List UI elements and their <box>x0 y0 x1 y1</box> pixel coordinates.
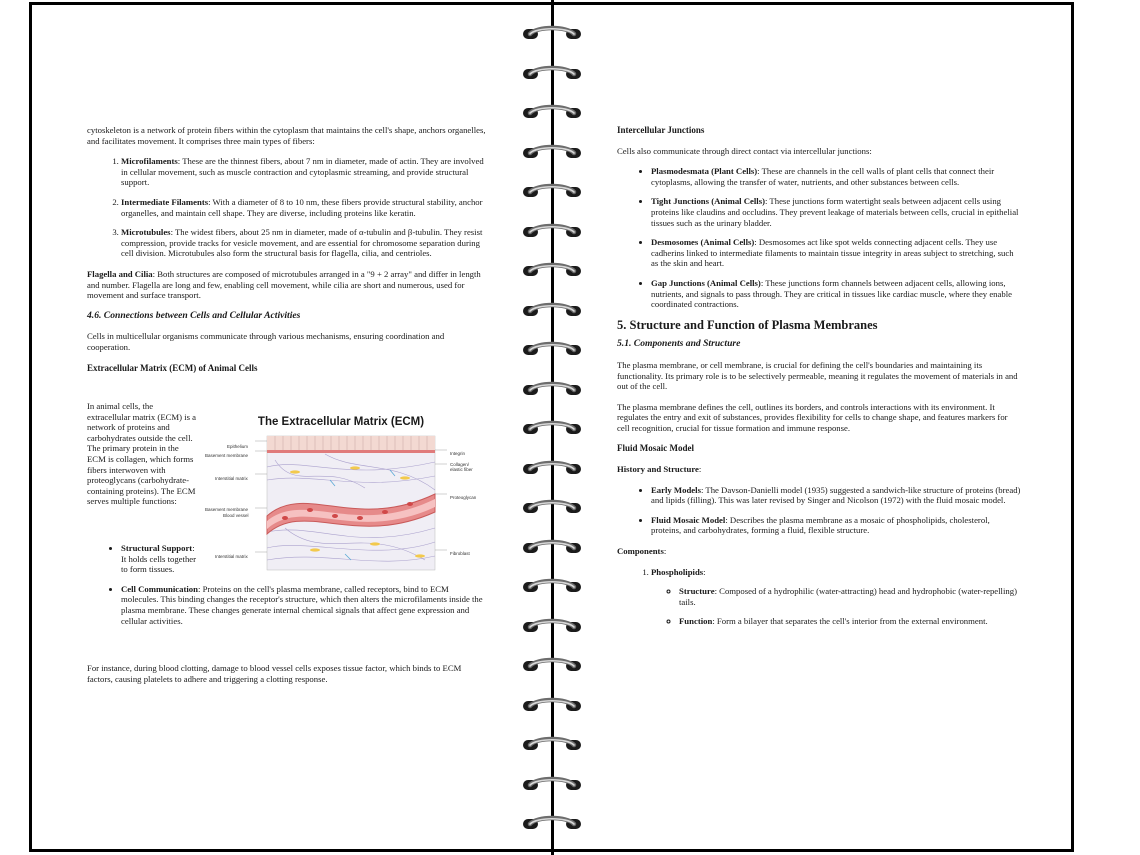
spiral-ring <box>522 103 582 123</box>
figure-label: Basement membrane <box>205 453 249 459</box>
spiral-ring <box>522 380 582 400</box>
figure-label: Fibroblast <box>450 551 470 557</box>
list-item-text: : Composed of a hydrophilic (water-attracting) head and hydrophobic (water-repelling) tails. <box>679 586 1017 607</box>
junction-list <box>617 166 1022 310</box>
list-item-term: Intermediate Filaments <box>121 196 209 207</box>
list-item-term: Structure <box>679 586 715 597</box>
list-item-colon: : <box>703 566 706 577</box>
model-list <box>617 485 1022 536</box>
flagella-text: : Both structures are composed of microtubules arranged in a "9 + 2 array" and differ in length and number. Flagella are long and few, enabling cell movement, while cilia are short and numerous, used for movement and surface transport. <box>87 268 481 301</box>
list-item <box>651 196 1022 228</box>
list-item-text: : These junctions form watertight seals between adjacent cells using proteins like claudins and occludins. They prevent leakage of materials between cells, crucial in epithelial tissues such as the urinary bladder. <box>651 196 1019 228</box>
list-item <box>679 616 1022 627</box>
list-item <box>121 197 487 218</box>
chapter-heading: 5. Structure and Function of Plasma Membranes <box>617 317 878 332</box>
fiber-list <box>87 156 487 259</box>
junctions-heading: Intercellular Junctions <box>617 125 705 135</box>
list-item-term: Structural Support <box>121 543 193 554</box>
spiral-ring <box>522 538 582 558</box>
list-item <box>651 278 1022 310</box>
fluid-mosaic-heading: Fluid Mosaic Model <box>617 443 694 454</box>
closing-paragraph: For instance, during blood clotting, damage to blood vessel cells exposes tissue factor, which binds to ECM factors, causing platelets to adhere and triggering a clotting response. <box>87 663 462 684</box>
components-heading-text: Components <box>617 546 664 557</box>
figure-label: Epithelium <box>227 444 249 450</box>
figure-label: Collagen/ <box>450 462 470 468</box>
figure-label: Blood vessel <box>223 513 249 519</box>
spiral-ring <box>522 261 582 281</box>
components-list <box>617 567 1022 627</box>
left-page <box>87 125 487 694</box>
list-item-text: : Form a bilayer that separates the cell's interior from the external environment. <box>712 616 988 627</box>
plasma-membrane-paragraph: The plasma membrane defines the cell, outlines its borders, and controls interactions with its environment. It regulates the entry and exit of substances, provides flexibility for cells to change shape, and features markers for cell recognition, crucial for tissue formation and immune response. <box>617 401 1008 433</box>
section-heading: 4.6. Connections between Cells and Cellular Activities <box>87 309 301 321</box>
components-heading <box>617 546 1022 557</box>
section-intro: Cells in multicellular organisms communicate through various mechanisms, ensuring coordination and cooperation. <box>87 331 445 352</box>
list-item-term: Microfilaments <box>121 156 178 167</box>
list-item <box>121 227 487 259</box>
spiral-ring <box>522 419 582 439</box>
list-item <box>651 237 1022 269</box>
list-item <box>651 485 1022 506</box>
list-item <box>121 584 487 626</box>
figure-label: Integrin <box>450 451 466 457</box>
right-page <box>617 125 1022 637</box>
spiral-ring <box>522 735 582 755</box>
history-heading-text: History and Structure <box>617 464 699 475</box>
list-item-term: Fluid Mosaic Model <box>651 514 726 525</box>
ecm-heading: Extracellular Matrix (ECM) of Animal Cells <box>87 362 258 373</box>
list-item-text: : With a diameter of 8 to 10 nm, these fibers provide structural stability, anchor organelles, and maintain cell shape. They are diverse, including proteins like keratin. <box>121 196 483 218</box>
junctions-intro: Cells also communicate through direct contact via intercellular junctions: <box>617 145 872 156</box>
list-item <box>121 156 487 188</box>
list-item <box>651 515 1022 536</box>
list-item-term: Desmosomes (Animal Cells) <box>651 237 755 248</box>
list-item-term: Early Models <box>651 484 701 495</box>
list-item-term: Function <box>679 616 713 627</box>
list-item-text: : The Davson-Danielli model (1935) suggested a sandwich-like structure of proteins (bread) and lipids (filling). This was later revised by Singer and Nicolson (1972) with the fluid mosaic model. <box>651 484 1021 506</box>
spiral-ring <box>522 64 582 84</box>
spiral-ring <box>522 617 582 637</box>
ecm-block <box>87 401 487 663</box>
spiral-ring <box>522 577 582 597</box>
figure-label: Interstitial matrix <box>215 554 248 560</box>
spiral-ring <box>522 340 582 360</box>
figure-label: elastic fiber <box>450 467 473 473</box>
list-item-text: : Proteins on the cell's plasma membrane, called receptors, bind to ECM molecules. This binding changes the receptor's structure, which then alters the microfilaments inside the plasma membrane. These changes generate internal chemical signals that affect gene expression and cellular activities. <box>121 583 483 626</box>
history-colon: : <box>698 464 702 475</box>
list-item <box>121 543 201 575</box>
figure-label: Proteoglycan <box>450 495 477 501</box>
ecm-function-list <box>87 543 521 635</box>
flagella-paragraph <box>87 269 487 301</box>
figure-label: Interstitial matrix <box>215 476 248 482</box>
list-item-term: Cell Communication <box>121 583 198 594</box>
spiral-ring <box>522 696 582 716</box>
list-item-text: : Describes the plasma membrane as a mosaic of phospholipids, cholesterol, proteins, and carbohydrates, forming a fluid, flexible structure. <box>651 514 990 536</box>
list-item-text: : These are the thinnest fibers, about 7 nm in diameter, made of actin. They are involved in cellular movement, such as muscle contraction and cytoplasmic streaming, and provide structural support. <box>121 156 484 188</box>
spiral-ring <box>522 814 582 834</box>
list-item-term: Gap Junctions (Animal Cells) <box>651 277 761 288</box>
spiral-ring <box>522 301 582 321</box>
list-item-text: : Desmosomes act like spot welds connecting adjacent cells. They use cadherins linked to intermediate filaments to maintain tissue integrity in areas subject to stretching, such as the skin and heart. <box>651 237 1014 269</box>
spiral-ring <box>522 222 582 242</box>
list-item-text: : The widest fibers, about 25 nm in diameter, made of α-tubulin and β-tubulin. They resist compression, provide tracks for vesicle movement, and are essential for chromosome separation during cell division. Microtubules also form the structural basis for flagella, cilia, and centrioles. <box>121 227 483 259</box>
list-item-term: Phospholipids <box>651 566 704 577</box>
spiral-ring <box>522 498 582 518</box>
spiral-ring <box>522 656 582 676</box>
subsection-heading: 5.1. Components and Structure <box>617 338 741 350</box>
flagella-term: Flagella and Cilia <box>87 268 153 279</box>
spiral-ring <box>522 775 582 795</box>
list-item-term: Plasmodesmata (Plant Cells) <box>651 166 758 177</box>
components-colon: : <box>663 546 667 557</box>
cytoskeleton-intro: cytoskeleton is a network of protein fibers within the cytoplasm that maintains the cell's shape, anchors organelles, and facilitates movement. It comprises three main types of fibers: <box>87 125 486 146</box>
plasma-membrane-paragraph: The plasma membrane, or cell membrane, is crucial for defining the cell's boundaries and maintaining its functionality. Its primary role is to be selectively permeable, meaning it regulates the movement of materials in and out of the cell. <box>617 359 1018 392</box>
list-item-text: : It holds cells together to form tissues. <box>121 543 197 575</box>
ecm-paragraph: In animal cells, the extracellular matrix (ECM) is a network of proteins and carbohydrates outside the cell. The primary protein in the ECM is collagen, which forms fibers interwoven with proteoglycans (carbohydrate-containing proteins). The ECM serves multiple functions: <box>87 401 197 507</box>
list-item-term: Microtubules <box>121 227 171 238</box>
list-item <box>651 567 1022 627</box>
figure-title: The Extracellular Matrix (ECM) <box>257 416 425 429</box>
spiral-ring <box>522 24 582 44</box>
history-heading <box>617 464 1022 475</box>
list-item <box>651 166 1022 187</box>
spiral-ring <box>522 143 582 163</box>
list-item-text: : These junctions form channels between adjacent cells, allowing ions, nutrients, and signals to pass through. They are critical in tissues like cardiac muscle, where they enable coordinated contractions. <box>651 277 1012 310</box>
spiral-ring <box>522 182 582 202</box>
phospholipid-sublist <box>651 586 1022 627</box>
list-item <box>679 586 1022 607</box>
figure-label: Basement membrane <box>205 507 249 513</box>
list-item-term: Tight Junctions (Animal Cells) <box>651 196 765 207</box>
spiral-ring <box>522 459 582 479</box>
list-item-text: : These are channels in the cell walls of plant cells that connect their cytoplasms, allowing the transfer of water, nutrients, and other substances between cells. <box>651 166 995 187</box>
